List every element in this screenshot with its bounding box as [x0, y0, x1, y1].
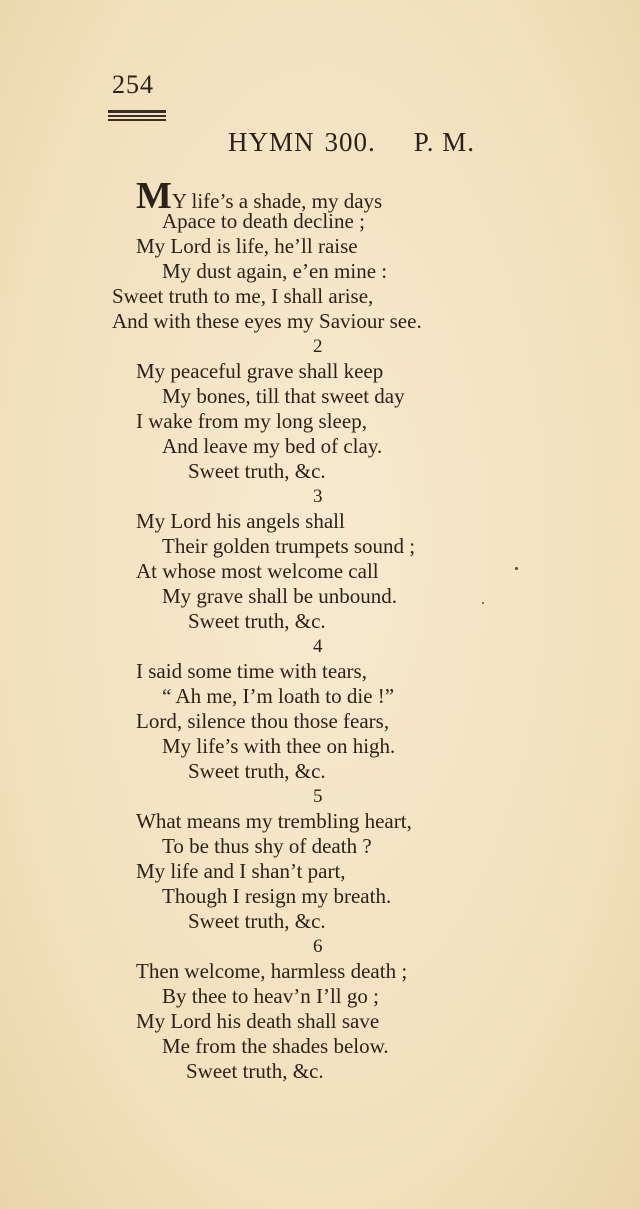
- hymn-title-word: HYMN: [228, 127, 315, 157]
- verse-line: MY life’s a shade, my days: [136, 175, 383, 217]
- verse-line: My dust again, e’en mine :: [162, 259, 388, 283]
- hymn-number: 300.: [324, 127, 376, 157]
- stanza-number: 4: [313, 636, 323, 657]
- verse-line: “ Ah me, I’m loath to die !”: [162, 684, 395, 708]
- page-number: 254: [112, 70, 154, 99]
- refrain-line: Sweet truth, &c.: [188, 759, 326, 783]
- verse-line: My peaceful grave shall keep: [136, 359, 384, 383]
- refrain-line: Sweet truth, &c.: [188, 459, 326, 483]
- verse-line: Then welcome, harmless death ;: [136, 959, 408, 983]
- refrain-line: Sweet truth, &c.: [188, 609, 326, 633]
- stanza-number: 3: [313, 486, 323, 507]
- paper-speck: [482, 602, 484, 604]
- verse-line: Sweet truth to me, I shall arise,: [112, 284, 374, 308]
- verse-line: My Lord his death shall save: [136, 1009, 380, 1033]
- refrain-line: Sweet truth, &c.: [188, 909, 326, 933]
- verse-line: Their golden trumpets sound ;: [162, 534, 416, 558]
- verse-line: Apace to death decline ;: [162, 209, 365, 233]
- verse-line: My grave shall be unbound.: [162, 584, 398, 608]
- verse-line: My Lord is life, he’ll raise: [136, 234, 358, 258]
- verse-line: My bones, till that sweet day: [162, 384, 405, 408]
- paper-speck: [515, 567, 518, 570]
- verse-line: At whose most welcome call: [136, 559, 379, 583]
- refrain-line: Sweet truth, &c.: [186, 1059, 324, 1083]
- verse-line: My Lord his angels shall: [136, 509, 345, 533]
- verse-line: I wake from my long sleep,: [136, 409, 367, 433]
- hymn-title: [228, 127, 475, 158]
- hymn-meter: P. M.: [413, 127, 476, 157]
- verse-line: To be thus shy of death ?: [162, 834, 372, 858]
- verse-line: I said some time with tears,: [136, 659, 367, 683]
- drop-cap: M: [136, 175, 172, 217]
- verse-line: By thee to heav’n I’ll go ;: [162, 984, 379, 1008]
- stanza-number: 6: [313, 936, 323, 957]
- header-rule: [108, 110, 166, 123]
- verse-line: Me from the shades below.: [162, 1034, 389, 1058]
- verse-line: My life and I shan’t part,: [136, 859, 346, 883]
- verse-line: Though I resign my breath.: [162, 884, 392, 908]
- verse-line: My life’s with thee on high.: [162, 734, 396, 758]
- stanza-number: 2: [313, 336, 323, 357]
- verse-line: What means my trembling heart,: [136, 809, 412, 833]
- verse-line: Lord, silence thou those fears,: [136, 709, 390, 733]
- verse-line: And with these eyes my Saviour see.: [112, 309, 422, 333]
- verse-line: And leave my bed of clay.: [162, 434, 383, 458]
- stanza-number: 5: [313, 786, 323, 807]
